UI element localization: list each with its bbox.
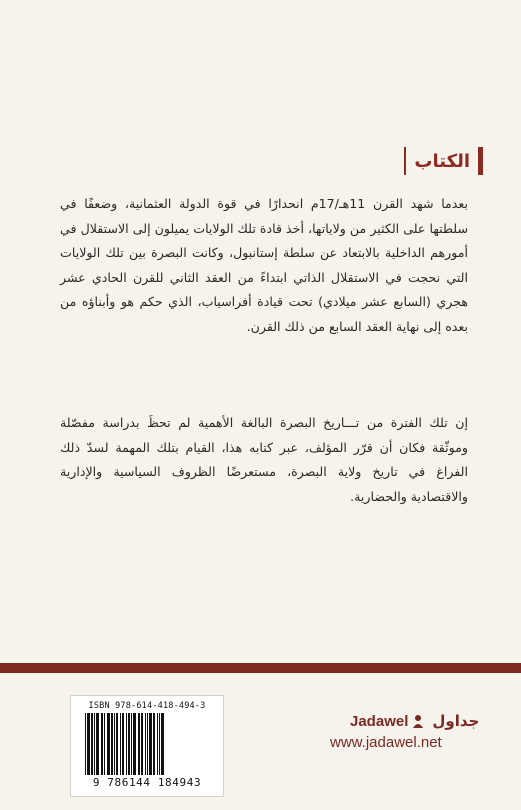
publisher-url: www.jadawel.net bbox=[330, 734, 442, 751]
barcode-bar bbox=[114, 713, 115, 775]
barcode-bar bbox=[128, 713, 130, 775]
barcode-bar bbox=[107, 713, 110, 775]
barcode-bar bbox=[161, 713, 164, 775]
barcode-bar bbox=[85, 713, 86, 775]
barcode-bar bbox=[96, 713, 99, 775]
barcode-bar bbox=[87, 713, 90, 775]
heading-bar-left bbox=[404, 147, 406, 175]
barcode-bar bbox=[94, 713, 95, 775]
barcode-bar bbox=[122, 713, 124, 775]
publisher-name-arabic: جداول bbox=[432, 712, 480, 730]
barcode-bar bbox=[116, 713, 118, 775]
heading-title: الكتاب bbox=[414, 150, 470, 172]
publisher-name-latin: Jadawel bbox=[350, 712, 409, 730]
barcode-digits: 9 786144 184943 bbox=[92, 776, 202, 789]
publisher-logo bbox=[330, 712, 490, 772]
barcode-bar bbox=[141, 713, 143, 775]
barcode-bar bbox=[131, 713, 132, 775]
barcode-bar bbox=[91, 713, 93, 775]
barcode-bar bbox=[149, 713, 152, 775]
section-heading bbox=[404, 147, 483, 175]
blurb-paragraph-2: إن تلك الفترة من تـــاريخ البصرة البالغة الأهمية لم تحظَ بدراسة مفصّلة وموثّقة فكان أن قرّر المؤلف، عبر كتابه هذا، القيام بتلك المهمة لسدّ ذلك الفراغ في تاريخ ولاية البصرة، مستعرضًا الظروف السياسية والإدارية والاقتصادية والحضارية. bbox=[60, 415, 468, 504]
barcode-bar bbox=[120, 713, 121, 775]
barcode-bar bbox=[126, 713, 127, 775]
barcode-bar bbox=[138, 713, 140, 775]
barcode-bar bbox=[157, 713, 158, 775]
barcode-bar bbox=[101, 713, 103, 775]
barcode-bar bbox=[159, 713, 160, 775]
divider-band bbox=[0, 663, 521, 673]
barcode-bar bbox=[111, 713, 113, 775]
barcode-bar bbox=[133, 713, 136, 775]
barcode-bar bbox=[145, 713, 146, 775]
barcode-bar bbox=[153, 713, 155, 775]
blurb-paragraph-1: بعدما شهد القرن 11هـ/17م انحدارًا في قوة الدولة العثمانية، وضعفًا في سلطتها على الكثير من ولاياتها، أخذ قادة تلك الولايات يميلون إلى الاستقلال في أمورهم الداخلية بالابتعاد عن سلطة إستانبول، وكانت البصرة بين تلك الولايات التي نحجت في الاستقلال الذاتي ابتداءً من العقد الثاني للقرن الحادي عشر هجري (السابع عشر ميلادي) تحت قيادة أفراسياب، الذي حكم هو وأبناؤه من بعده إلى نهاية العقد السابع من ذلك القرن. bbox=[60, 196, 468, 334]
jadawel-logo-mark-icon bbox=[410, 713, 426, 729]
barcode-image bbox=[83, 713, 211, 775]
barcode-bar bbox=[147, 713, 148, 775]
barcode-bar bbox=[104, 713, 105, 775]
barcode-label bbox=[70, 695, 224, 797]
isbn-text: ISBN 978-614-418-494-3 bbox=[88, 701, 206, 711]
heading-bar-right bbox=[478, 147, 483, 175]
